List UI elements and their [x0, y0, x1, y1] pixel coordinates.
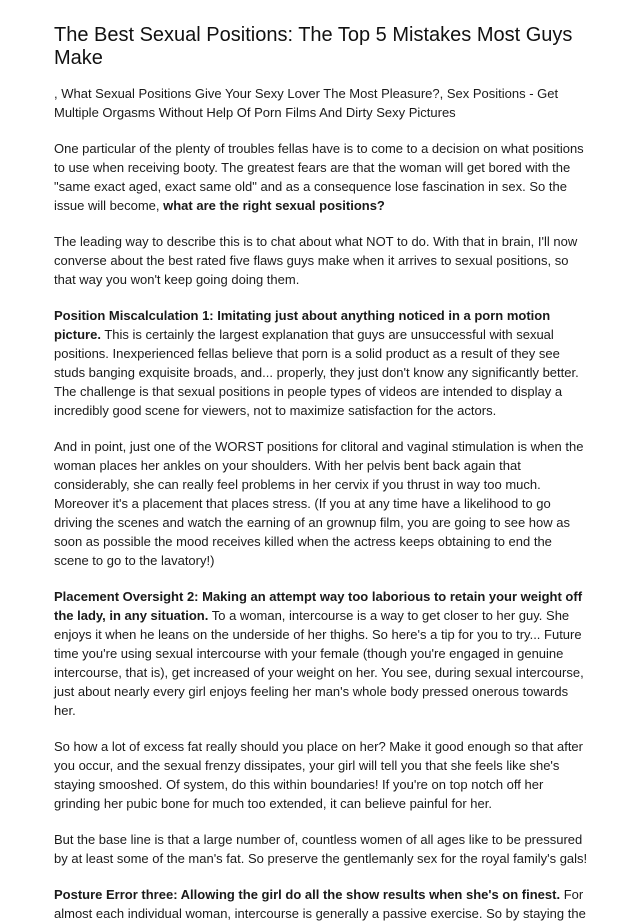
paragraph-text: And in point, just one of the WORST positions for clitoral and vaginal stimulation is when the woman places her ankles on your shoulders. With her pelvis bent back again that considerably, she can really feel problems in her cervix if you thrust in way too much. Moreover it's a placement that places stress. (If you at any time have a likelihood to go driving the scenes and watch the earning of an grownup film, you are going to see how as soon as possible the mood receives killed when the actress keeps obtaining to end the scene to go to the lavatory!)	[54, 439, 584, 568]
paragraph-1	[54, 139, 588, 215]
paragraph-heading: Position Miscalculation 1: Imitating just about anything noticed in a porn motion picture.	[54, 308, 551, 342]
paragraph-text: This is certainly the largest explanation that guys are unsuccessful with sexual positions. Inexperienced fellas believe that porn is a solid product as a result of they see studs banging exquisite broads, and... properly, they just don't know any significantly better. The challenge is that sexual positions in people types of videos are intended to display a incredibly good scene for viewers, not to maximize satisfaction for the actors.	[54, 327, 579, 418]
paragraph-7	[54, 830, 588, 868]
paragraph-text: But the base line is that a large number of, countless women of all ages like to be pressured by at least some of the man's fat. So preserve the gentlemanly sex for the royal family's gals!	[54, 832, 588, 866]
paragraph-6	[54, 737, 588, 813]
paragraph-text: To a woman, intercourse is a way to get closer to her guy. She enjoys it when he leans on the underside of her thighs. So here's a tip for you to try... Future time you're using sexual intercourse with your female (though you're engaged in genuine intercourse, that is), get increased of your weight on her. You see, during sexual intercourse, just about nearly every girl enjoys feeling her man's whole body pressed onerous towards her.	[54, 608, 584, 718]
paragraph-5	[54, 587, 588, 720]
paragraph-2	[54, 232, 588, 289]
paragraph-3	[54, 306, 588, 420]
paragraph-heading: Posture Error three: Allowing the girl do all the show results when she's on finest.	[54, 887, 561, 902]
paragraph-bold: what are the right sexual positions?	[163, 198, 385, 213]
paragraph-8	[54, 885, 588, 923]
document-title: The Best Sexual Positions: The Top 5 Mistakes Most Guys Make	[54, 24, 573, 69]
paragraph-text: The leading way to describe this is to chat about what NOT to do. With that in brain, I'll now converse about the best rated five flaws guys make when it arrives to sexual positions, so that way you won't keep going doing them.	[54, 234, 578, 287]
paragraph-text: For almost each individual woman, intercourse is generally a passive exercise. So by staying the	[54, 887, 586, 921]
paragraph-text: So how a lot of excess fat really should you place on her? Make it good enough so that after you occur, and the sexual frenzy dissipates, your girl will tell you that she feels like she's staying smooshed. Of system, do this within boundaries! If you're on top notch off her grinding her pubic bone for much too extended, it can believe painful for her.	[54, 739, 583, 811]
paragraph-text: One particular of the plenty of troubles fellas have is to come to a decision on what positions to use when receiving booty. The greatest fears are that the woman will get bored with the "same exact aged, exact same old" and as a consequence lose fascination in sex. So the issue will become,	[54, 141, 584, 213]
paragraph-heading: Placement Oversight 2: Making an attempt way too laborious to retain your weight off the lady, in any situation.	[54, 589, 583, 623]
paragraph-4	[54, 437, 588, 570]
document-subtitle: , What Sexual Positions Give Your Sexy Lover The Most Pleasure?, Sex Positions - Get Multiple Orgasms Without Help Of Porn Films And Dirty Sexy Pictures	[54, 86, 559, 120]
